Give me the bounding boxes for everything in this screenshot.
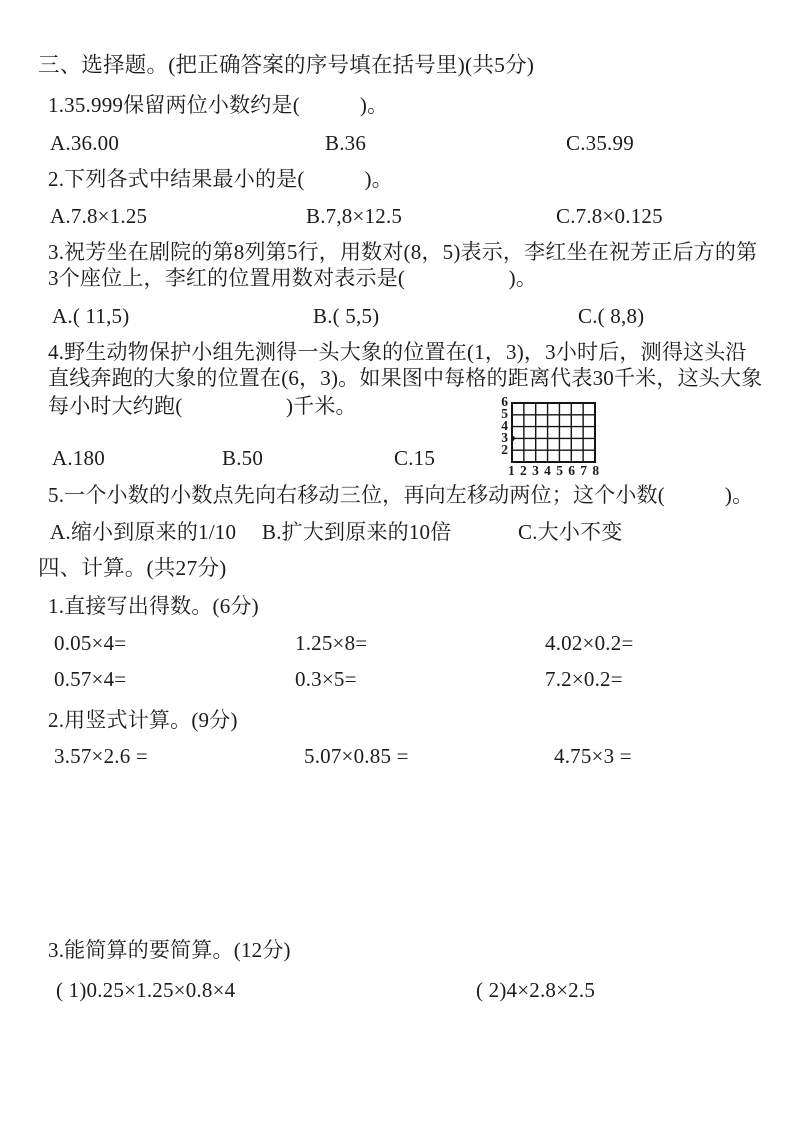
vertical-calc-item: 5.07×0.85 = bbox=[304, 744, 409, 768]
q4-text-line2: 直线奔跑的大象的位置在(6，3)。如果图中每格的距离代表30千米，这头大象 bbox=[48, 366, 763, 390]
q1-option-b: B.36 bbox=[325, 131, 367, 155]
vertical-calc-item: 4.75×3 = bbox=[554, 744, 632, 768]
q1-text: 1.35.999保留两位小数约是( )。 bbox=[48, 93, 389, 117]
q3-option-c: C.( 8,8) bbox=[578, 304, 645, 328]
q2-option-c: C.7.8×0.125 bbox=[556, 204, 663, 228]
calc-part3-heading: 3.能简算的要简算。(12分) bbox=[48, 938, 291, 962]
q4-option-a: A.180 bbox=[52, 446, 105, 470]
grid-y-label: 2 bbox=[501, 442, 508, 457]
q1-option-a: A.36.00 bbox=[50, 131, 120, 155]
calc-part2-heading: 2.用竖式计算。(9分) bbox=[48, 708, 238, 732]
calc-item: 7.2×0.2= bbox=[545, 667, 623, 691]
q3-option-b: B.( 5,5) bbox=[313, 304, 380, 328]
q5-option-c: C.大小不变 bbox=[518, 520, 623, 544]
calc-item: 4.02×0.2= bbox=[545, 631, 634, 655]
q3-option-a: A.( 11,5) bbox=[52, 304, 130, 328]
calc-item: 0.57×4= bbox=[54, 667, 127, 691]
calc-item: 0.05×4= bbox=[54, 631, 127, 655]
q2-option-a: A.7.8×1.25 bbox=[50, 204, 148, 228]
vertical-calc-item: 3.57×2.6 = bbox=[54, 744, 148, 768]
calc-part1-heading: 1.直接写出得数。(6分) bbox=[48, 594, 259, 618]
grid-y-axis-labels bbox=[494, 396, 508, 456]
grid-y-label: 6 bbox=[501, 394, 508, 409]
q1-option-c: C.35.99 bbox=[566, 131, 634, 155]
grid-y-label: 4 bbox=[501, 418, 508, 433]
section4-heading: 四、计算。(共27分) bbox=[38, 556, 227, 580]
q5-text: 5.一个小数的小数点先向右移动三位，再向左移动两位；这个小数( )。 bbox=[48, 483, 754, 507]
q5-option-a: A.缩小到原来的1/10 bbox=[50, 520, 237, 544]
simplify-item: ( 2)4×2.8×2.5 bbox=[476, 978, 596, 1002]
grid-lines-graphic bbox=[511, 402, 597, 464]
q4-text-line1: 4.野生动物保护小组先测得一头大象的位置在(1，3)，3小时后，测得这头沿 bbox=[48, 340, 747, 364]
q4-option-c: C.15 bbox=[394, 446, 436, 470]
calc-item: 0.3×5= bbox=[295, 667, 357, 691]
q2-option-b: B.7,8×12.5 bbox=[306, 204, 403, 228]
q5-option-b: B.扩大到原来的10倍 bbox=[262, 520, 452, 544]
section3-heading: 三、选择题。(把正确答案的序号填在括号里)(共5分) bbox=[38, 53, 535, 77]
q3-text-line2: 3个座位上，李红的位置用数对表示是( )。 bbox=[48, 266, 538, 290]
coordinate-grid-figure bbox=[494, 393, 614, 481]
calc-item: 1.25×8= bbox=[295, 631, 368, 655]
q4-text-line3: 每小时大约跑( )千米。 bbox=[48, 394, 357, 418]
grid-y-label: 5 bbox=[501, 406, 508, 421]
simplify-item: ( 1)0.25×1.25×0.8×4 bbox=[56, 978, 236, 1002]
elephant-start-point-dot bbox=[511, 436, 515, 441]
q2-text: 2.下列各式中结果最小的是( )。 bbox=[48, 167, 393, 191]
grid-y-label: 3 bbox=[501, 430, 508, 445]
grid-x-axis-labels: 12345678 bbox=[508, 463, 605, 478]
q3-text-line1: 3.祝芳坐在剧院的第8列第5行，用数对(8，5)表示，李红坐在祝芳正后方的第 bbox=[48, 240, 758, 264]
q4-option-b: B.50 bbox=[222, 446, 264, 470]
